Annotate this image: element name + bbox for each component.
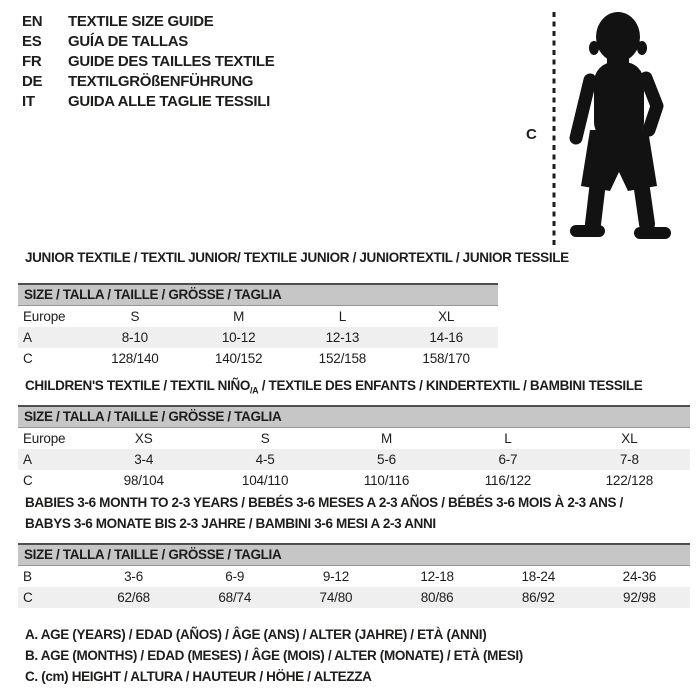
legend xyxy=(25,624,523,687)
language-title: TEXTILGRÖßENFÜHRUNG xyxy=(68,73,254,90)
language-title: TEXTILE SIZE GUIDE xyxy=(68,13,214,30)
cell: 3-6 xyxy=(124,569,144,584)
babies-title-line1: BABIES 3-6 MONTH TO 2-3 YEARS / BEBÉS 3-6 MESES A 2-3 AÑOS / BÉBÉS 3-6 MOIS À 2-3 ANS / xyxy=(25,495,623,510)
language-code: IT xyxy=(22,93,35,110)
cell: 4-5 xyxy=(255,452,275,467)
row-label: A xyxy=(23,330,32,345)
row-label: Europe xyxy=(23,309,66,324)
language-row-it xyxy=(22,92,274,112)
table-row xyxy=(18,470,690,491)
size-header-bar: SIZE / TALLA / TAILLE / GRÖSSE / TAGLIA xyxy=(18,283,498,306)
language-code: ES xyxy=(22,33,42,50)
babies-title-line2: BABYS 3-6 MONATE BIS 2-3 JAHRE / BAMBINI 3-6 MESI A 2-3 ANNI xyxy=(25,516,436,531)
toddler-silhouette-svg xyxy=(518,4,694,250)
size-header-bar: SIZE / TALLA / TAILLE / GRÖSSE / TAGLIA xyxy=(18,405,690,428)
language-title: GUIDE DES TAILLES TEXTILE xyxy=(68,53,275,70)
cell: 104/110 xyxy=(241,473,289,488)
language-title: GUÍA DE TALLAS xyxy=(68,33,188,50)
size-header-bar: SIZE / TALLA / TAILLE / GRÖSSE / TAGLIA xyxy=(18,543,690,566)
row-label: C xyxy=(23,473,33,488)
language-code: FR xyxy=(22,53,42,70)
language-row-fr xyxy=(22,52,274,72)
cell: 9-12 xyxy=(322,569,350,584)
row-label: C xyxy=(23,590,33,605)
cell: 12-13 xyxy=(325,330,360,345)
cell: 6-9 xyxy=(225,569,245,584)
legend-line-c: C. (cm) HEIGHT / ALTURA / HAUTEUR / HÖHE / ALTEZZA xyxy=(25,669,372,684)
cell: 18-24 xyxy=(521,569,556,584)
table-row xyxy=(18,306,498,327)
cell: 140/152 xyxy=(214,351,263,366)
legend-line-b: B. AGE (MONTHS) / EDAD (MESES) / ÂGE (MOIS) / ALTER (MONATE) / ETÀ (MESI) xyxy=(25,648,523,663)
row-label: Europe xyxy=(23,431,66,446)
cell: 98/104 xyxy=(123,473,164,488)
table-row xyxy=(18,348,498,369)
cell: 3-4 xyxy=(134,452,154,467)
cell: 152/158 xyxy=(318,351,367,366)
cell: S xyxy=(130,309,140,324)
toddler-figure xyxy=(518,4,694,250)
row-label: B xyxy=(23,569,32,584)
cell: 158/170 xyxy=(422,351,470,366)
babies-table-title xyxy=(25,492,623,534)
language-row-en xyxy=(22,12,274,32)
language-row-es xyxy=(22,32,274,52)
title-subscript: /A xyxy=(250,385,259,396)
row-label: A xyxy=(23,452,32,467)
language-row-de xyxy=(22,72,274,92)
cell: 92/98 xyxy=(623,590,656,605)
children-table-title xyxy=(25,375,642,402)
language-list xyxy=(22,12,274,112)
cell: M xyxy=(233,309,245,324)
title-suffix: / TEXTILE DES ENFANTS / KINDERTEXTIL / BAMBINI TESSILE xyxy=(258,378,643,393)
cell: 68/74 xyxy=(218,590,252,605)
cell: L xyxy=(338,309,347,324)
cell: S xyxy=(260,431,270,446)
table-row xyxy=(18,566,690,587)
cell: 10-12 xyxy=(221,330,256,345)
cell: 116/122 xyxy=(484,473,532,488)
legend-line-a: A. AGE (YEARS) / EDAD (AÑOS) / ÂGE (ANS) / ALTER (JAHRE) / ETÀ (ANNI) xyxy=(25,627,487,642)
toddler-silhouette xyxy=(570,12,671,239)
cell: 5-6 xyxy=(377,452,396,467)
cell: XS xyxy=(134,431,153,446)
table-row xyxy=(18,587,690,608)
cell: 110/116 xyxy=(363,473,410,488)
title-prefix: CHILDREN'S TEXTILE / TEXTIL NIÑO xyxy=(25,378,251,393)
junior-table-title: JUNIOR TEXTILE / TEXTIL JUNIOR/ TEXTILE JUNIOR / JUNIORTEXTIL / JUNIOR TESSILE xyxy=(25,250,569,265)
language-title: GUIDA ALLE TAGLIE TESSILI xyxy=(68,93,270,110)
table-row xyxy=(18,327,498,348)
cell: XL xyxy=(438,309,455,324)
cell: XL xyxy=(621,431,638,446)
table-row xyxy=(18,428,690,449)
cell: 128/140 xyxy=(111,351,159,366)
cell: 62/68 xyxy=(117,590,150,605)
cell: 12-18 xyxy=(420,569,454,584)
row-label: C xyxy=(23,351,33,366)
cell: 7-8 xyxy=(619,452,639,467)
language-code: EN xyxy=(22,13,43,30)
language-code: DE xyxy=(22,73,43,90)
cell: M xyxy=(380,431,393,446)
cell: 86/92 xyxy=(521,590,555,605)
cell: L xyxy=(504,431,512,446)
height-measure-label: C xyxy=(526,126,537,143)
junior-table xyxy=(18,283,498,369)
cell: 24-36 xyxy=(622,569,657,584)
table-row xyxy=(18,449,690,470)
children-table xyxy=(18,405,690,491)
babies-table xyxy=(18,543,690,608)
cell: 8-10 xyxy=(121,330,148,345)
cell: 6-7 xyxy=(498,452,518,467)
cell: 122/128 xyxy=(605,473,654,488)
cell: 14-16 xyxy=(429,330,463,345)
cell: 80/86 xyxy=(420,590,454,605)
cell: 74/80 xyxy=(319,590,353,605)
